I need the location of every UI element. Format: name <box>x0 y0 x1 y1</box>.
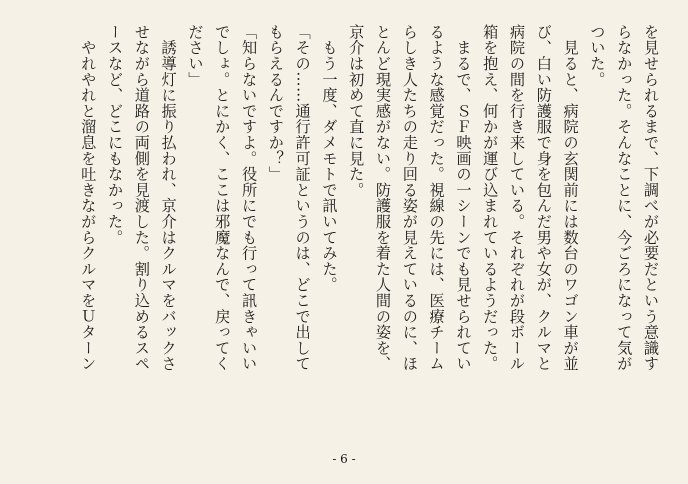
page-number: - 6 - <box>332 452 356 466</box>
text-line: び、白い防護服で身を包んだ男や女が、クルマと <box>534 24 553 372</box>
text-line: まるで、ＳＦ映画の一シーンでも見せられてい <box>454 24 473 372</box>
text-line: 誘導灯に振り払われ、京介はクルマをバックさ <box>159 24 178 372</box>
text-line: らなかった。そんなことに、今ごろになって気が <box>615 24 634 372</box>
text-line: 箱を抱え、何かが運び込まれているようだった。 <box>481 24 500 372</box>
text-line: でしょ。とにかく、ここは邪魔なんで、戻ってく <box>213 24 232 372</box>
text-line: もらえるんですか？」 <box>266 24 285 182</box>
text-line: るような感覚だった。視線の先には、医療チーム <box>427 24 446 372</box>
text-line: せながら道路の両側を見渡した。割り込めるスペ <box>132 24 151 372</box>
text-line: ださい」 <box>186 24 205 88</box>
body-text <box>20 24 664 434</box>
text-line: 「その……通行許可証というのは、どこで出して <box>293 24 312 372</box>
text-line: らしき人たちの走り回る姿が見えているのに、ほ <box>400 24 419 372</box>
text-line: 病院の間を行き来している。それぞれが段ボール <box>508 24 527 372</box>
text-line: ついた。 <box>588 24 607 88</box>
text-line: ースなど、どこにもなかった。 <box>106 24 125 246</box>
text-line: 「知らないですよ。役所にでも行って訊きゃいい <box>240 24 259 372</box>
text-line: やれやれと溜息を吐きながらクルマをＵターン <box>79 24 98 372</box>
text-line: 京介は初めて直に見た。 <box>347 24 366 198</box>
text-line: とんど現実感がない。防護服を着た人間の姿を、 <box>374 24 393 372</box>
text-line: を見せられるまで、下調べが必要だという意識す <box>642 24 660 372</box>
text-line: 見ると、病院の玄関前には数台のワゴン車が並 <box>561 24 580 372</box>
text-line: もう一度、ダメモトで訊いてみた。 <box>320 24 339 293</box>
